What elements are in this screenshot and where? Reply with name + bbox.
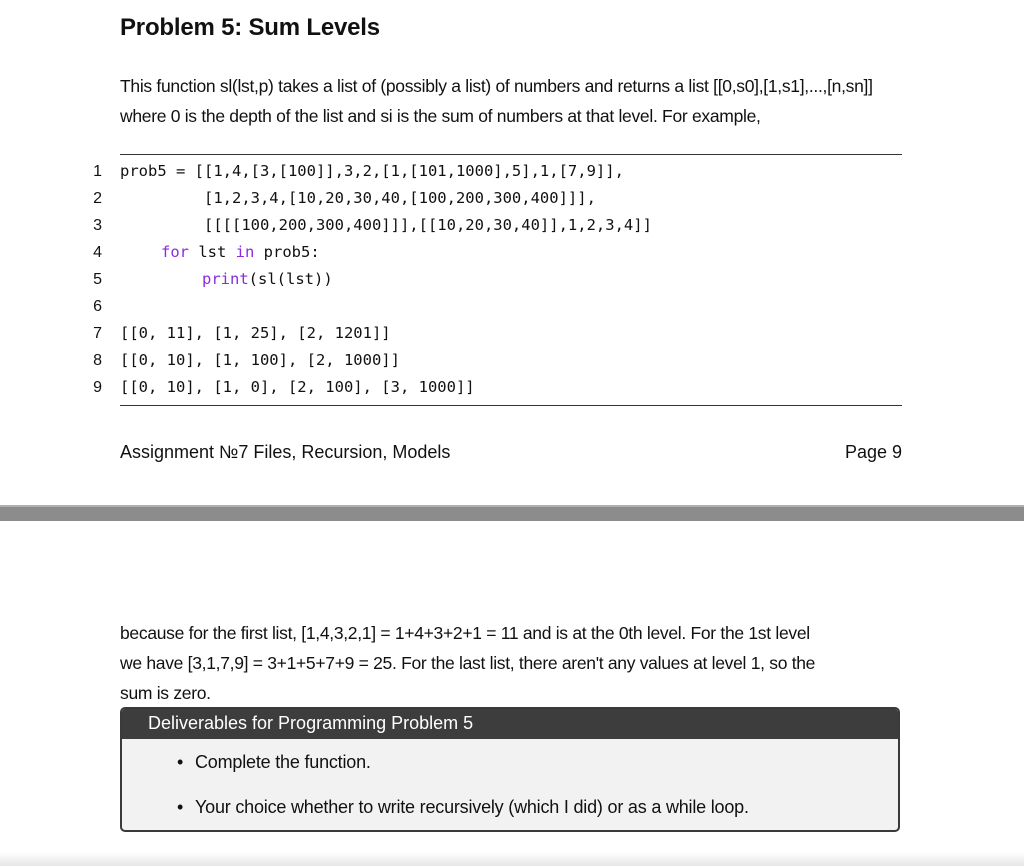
bullet-icon: • (177, 797, 184, 817)
footer-page-number: Page 9 (844, 442, 902, 462)
bullet-icon: • (177, 752, 184, 772)
keyword-print: print (202, 270, 249, 288)
code-line-3: [[[[100,200,300,400]]],[[10,20,30,40]],1,2,3,4]] (120, 216, 652, 234)
output-line-8: [[0, 10], [1, 100], [2, 1000]] (120, 351, 400, 369)
code-bottom-rule (120, 405, 902, 406)
line-number: 3 (93, 217, 102, 234)
keyword-in: in (235, 243, 255, 261)
line-number: 6 (93, 298, 102, 315)
line-number: 8 (93, 352, 102, 369)
deliverable-item: Your choice whether to write recursively (which I did) or as a while loop. (195, 797, 749, 817)
code-line-1: prob5 = [[1,4,[3,[100]],3,2,[1,[101,1000],5],1,[7,9]], (120, 162, 624, 180)
code-text: lst (189, 243, 236, 261)
code-line-2: [1,2,3,4,[10,20,30,40,[100,200,300,400]]], (120, 189, 596, 207)
code-line-5 (202, 270, 333, 296)
explanation-line-1: because for the first list, [1,4,3,2,1] = 1+4+3+2+1 = 11 and is at the 0th level. For the 1st level (120, 623, 810, 643)
intro-line-1: This function sl(lst,p) takes a list of (possibly a list) of numbers and returns a list [[0,s0],[1,s1],...,[n,sn]] (120, 76, 873, 96)
line-number: 1 (93, 163, 102, 180)
deliverables-header: Deliverables for Programming Problem 5 (122, 709, 898, 739)
explanation-line-3: sum is zero. (120, 683, 211, 703)
line-number: 9 (93, 379, 102, 396)
output-line-7: [[0, 11], [1, 25], [2, 1201]] (120, 324, 391, 342)
page-bottom-shadow (0, 852, 1024, 866)
deliverables-box (120, 707, 900, 832)
line-number: 4 (93, 244, 102, 261)
deliverable-item: Complete the function. (195, 752, 371, 772)
footer-assignment: Assignment №7 Files, Recursion, Models (120, 442, 451, 462)
explanation-line-2: we have [3,1,7,9] = 3+1+5+7+9 = 25. For the last list, there aren't any values at level 1, so the (120, 653, 816, 673)
code-text: prob5: (254, 243, 320, 261)
problem-title: Problem 5: Sum Levels (120, 14, 380, 41)
line-number: 2 (93, 190, 102, 207)
code-text: (sl(lst)) (248, 270, 333, 288)
code-line-4 (161, 243, 320, 269)
code-top-rule (120, 154, 902, 155)
line-number: 7 (93, 325, 102, 342)
keyword-for: for (161, 243, 189, 261)
output-line-9: [[0, 10], [1, 0], [2, 100], [3, 1000]] (120, 378, 475, 396)
line-number: 5 (93, 271, 102, 288)
intro-line-2: where 0 is the depth of the list and si is the sum of numbers at that level. For example, (120, 106, 761, 126)
